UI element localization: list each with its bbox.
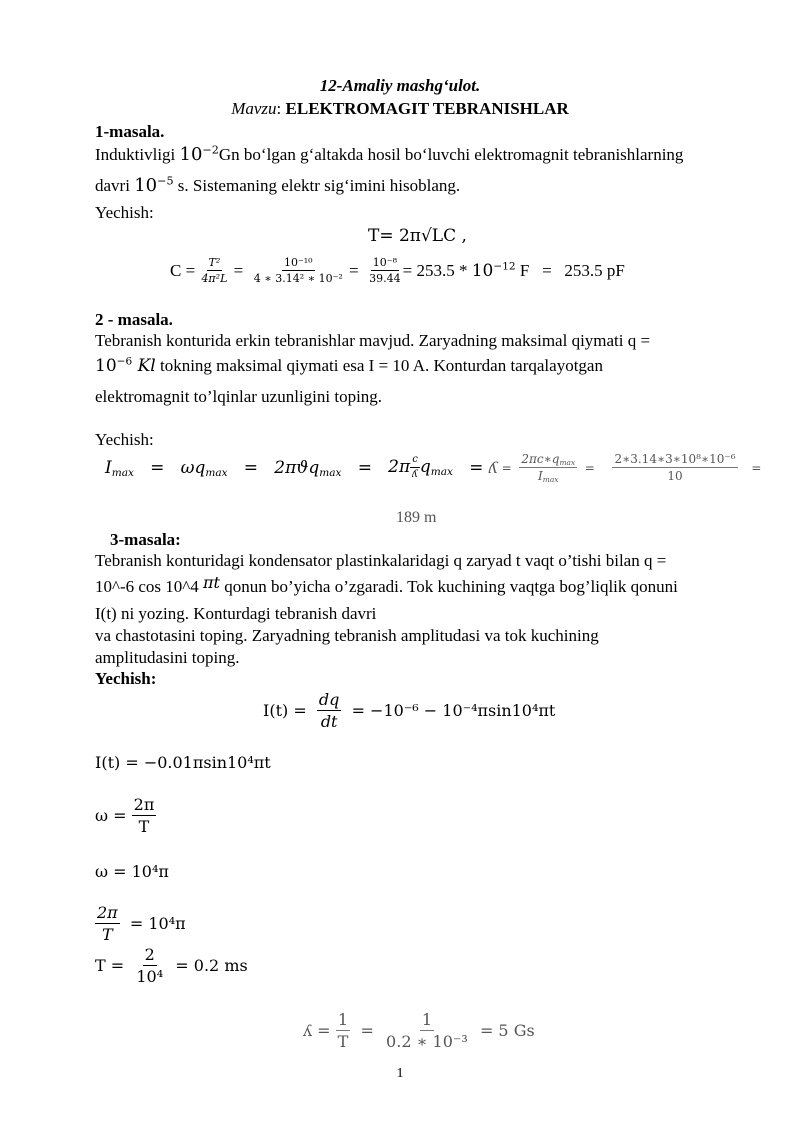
eq1-rhs: = −10⁻⁶ − 10⁻⁴πsin10⁴πt [351, 701, 556, 721]
p3-pt: πt [203, 573, 220, 592]
formula-capacitance: C = $\frac{\text{T²}}{\text{4π²L}}$ = $\frac{\text{10⁻¹⁰}}{\text{4 ∗ 3.14² ∗ 10⁻²}}$ = $\frac{\text{10⁻⁸}}{39.44}$ = 253.5 * $10^{-12}$ F = 253.5 pF [170, 256, 625, 286]
eq3-lhs: ω = [95, 806, 127, 826]
eq-period [95, 945, 248, 986]
p1-text: Induktivligi [95, 145, 176, 164]
problem3-statement-line2 [95, 573, 678, 597]
page-number: 1 [396, 1066, 404, 1081]
p3-text: qonun bo’yicha o’zgaradi. Tok kuchining vaqtga bog’liqlik qonuni [219, 577, 678, 596]
p2-text: tokning maksimal qiymati esa I = 10 A. Konturdan tarqalayotgan [155, 356, 603, 375]
formula-wavelength: $I_{max}$ = $\omega q_{max}$ = 2πϑq$_{max}$ = 2π $\frac{c}{\text{ʎ}}$ $q_{max}$ = ʎ = $\frac{2\pi c∗q_{max}}{I_{max}}$ = $\frac{\text{2∗3.14∗3∗10⁸∗10⁻⁶}}{10}$ = [105, 452, 762, 485]
eq7-equals: = [360, 1021, 374, 1041]
problem1-statement-line2 [95, 175, 460, 196]
eq5-fraction: $\frac{2\pi}{T}$ [97, 903, 118, 945]
topic-value: ELEKTROMAGIT TEBRANISHLAR [285, 99, 569, 118]
eq-current-derivative [263, 690, 555, 731]
problem3-statement-line4: va chastotasini toping. Zaryadning tebranish amplitudasi va tok kuchining [95, 626, 599, 645]
eq6-rhs: = 0.2 ms [175, 956, 248, 976]
problem3-solution-label: Yechish: [95, 669, 157, 688]
eq-term4: 2π $\frac{c}{\text{ʎ}}$ $q_{max}$ [388, 454, 453, 481]
eq-gray-part: ʎ = $\frac{2\pi c∗q_{max}}{I_{max}}$ = $\frac{\text{2∗3.14∗3∗10⁸∗10⁻⁶}}{10}$ = [488, 452, 762, 485]
eq7-fraction-1: $\frac{1}{T}$ [337, 1010, 349, 1052]
problem1-heading: 1-masala. [95, 122, 165, 141]
fraction-2: $\frac{\text{10⁻¹⁰}}{\text{4 ∗ 3.14² ∗ 10⁻²}}$ [253, 256, 343, 286]
fraction-3: $\frac{\text{10⁻⁸}}{39.44}$ [369, 256, 401, 286]
eq-frequency [303, 1010, 535, 1051]
problem2-heading: 2 - masala. [95, 310, 173, 329]
p1-text: Gn bo‘lgan g‘altakda hosil bo‘luvchi elektromagnit tebranishlarning [218, 145, 684, 164]
result-text: = 253.5 * [402, 260, 468, 280]
p1-period: $10^{-5}$ [134, 174, 174, 196]
p3-text: 10^-6 cos 10^4 [95, 577, 199, 596]
eq-current: I(t) = −0.01πsin10⁴πt [95, 753, 271, 772]
eq-term3: 2πϑq$_{max}$ [274, 457, 342, 480]
eq-term2: $\omega q_{max}$ [180, 457, 228, 480]
eq7-fraction-2: $\frac{1}{\text{0.2 ∗ 10⁻³}}$ [386, 1010, 468, 1052]
topic-label: Mavzu [231, 99, 277, 118]
p1-text: davri [95, 176, 130, 195]
topic-line: Mavzu: ELEKTROMAGIT TEBRANISHLAR [231, 99, 569, 118]
problem3-heading: 3-masala: [110, 530, 181, 549]
document-title: 12-Amaliy mashg‘ulot. [319, 76, 481, 95]
eq6-lhs: T = [95, 956, 125, 976]
gray-fraction-1: $\frac{2\pi c∗q_{max}}{I_{max}}$ [521, 452, 576, 485]
eq3-fraction: $\frac{2\pi}{T}$ [133, 795, 155, 837]
eq1-lhs: I(t) = [263, 701, 307, 721]
fraction-1: $\frac{\text{T²}}{\text{4π²L}}$ [201, 256, 228, 286]
eq-omega-def [95, 795, 156, 836]
formula-period: T= 2π√LC , [368, 226, 467, 246]
eq6-fraction: $\frac{2}{\text{10⁴}}$ [136, 945, 164, 987]
problem2-statement-line3: elektromagnit to’lqinlar uzunligini toping. [95, 387, 383, 406]
problem2-answer: 189 m [396, 509, 437, 526]
problem2-statement-line1: Tebranish konturida erkin tebranishlar mavjud. Zaryadning maksimal qiymati q = [95, 331, 651, 350]
eq-lhs: $I_{max}$ [105, 457, 134, 480]
eq7-lhs: ʎ = [303, 1021, 331, 1041]
problem1-statement-line1 [95, 144, 683, 165]
p1-inductance: $10^{-2}$ [179, 143, 219, 165]
eq-omega-equal [95, 903, 186, 944]
result-unit: F [519, 260, 530, 280]
p2-charge: $10^{-6}$ Kl [95, 355, 156, 376]
problem3-statement-line5: amplitudasini toping. [95, 648, 240, 667]
problem2-statement-line2 [95, 356, 603, 376]
result-final: 253.5 pF [564, 260, 625, 280]
problem1-solution-label: Yechish: [95, 203, 154, 222]
result-power: $10^{-12}$ [471, 260, 516, 281]
eq1-fraction: $\frac{dq}{dt}$ [318, 690, 340, 732]
problem3-statement-line3: I(t) ni yozing. Konturdagi tebranish davri [95, 604, 377, 623]
c-prefix: C = [170, 260, 196, 280]
eq-omega-value: ω = 10⁴π [95, 862, 169, 881]
problem2-solution-label: Yechish: [95, 430, 154, 449]
p1-text: s. Sistemaning elektr sig‘imini hisoblang. [173, 176, 461, 195]
gray-fraction-2: $\frac{\text{2∗3.14∗3∗10⁸∗10⁻⁶}}{10}$ [614, 452, 736, 484]
eq7-rhs: = 5 Gs [479, 1021, 535, 1041]
problem3-statement-line1: Tebranish konturidagi kondensator plastinkalaridagi q zaryad t vaqt o’tishi bilan q = [95, 551, 667, 570]
eq5-rhs: = 10⁴π [129, 914, 186, 934]
